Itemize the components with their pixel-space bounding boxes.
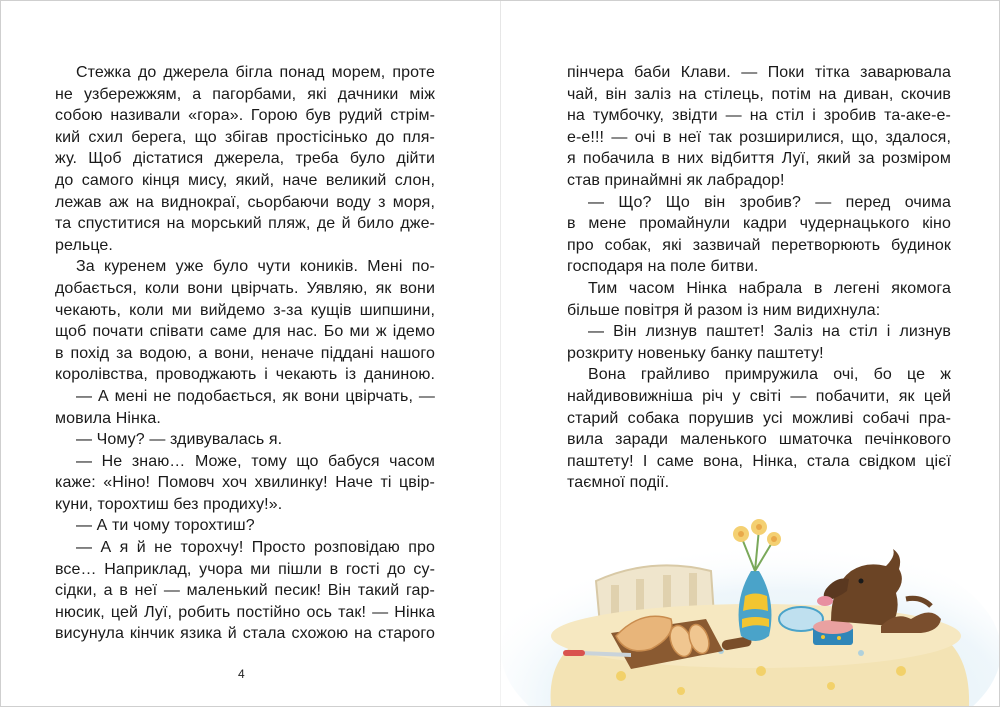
text-line: чай, він заліз на стілець, потім на диван, скочив [567, 85, 951, 103]
text-line: найдивовижніша річ у світі — побачити, як цей [567, 387, 951, 405]
text-line: на тумбочку, звідти — на стіл і зробив та-аке-е- [567, 107, 951, 125]
text-line: — Чому? — здивувалась я. [76, 431, 283, 449]
text-line: мовила Нінка. [55, 409, 161, 427]
text-line: — А ти чому торохтиш? [76, 517, 255, 535]
text-line: більше повітря й разом із ним видихнула: [567, 301, 881, 319]
text-line: та спуститися на морський пляж, де й било дже- [55, 215, 435, 233]
text-line: жу. Щоб дістатися джерела, треба було дійти [55, 150, 435, 168]
text-line: куни, торохтиш без продиху!». [55, 495, 283, 513]
text-line: таємної події. [567, 474, 670, 492]
text-line: добається, коли вони цвірчать. Уявляю, як вони [55, 279, 435, 297]
text-line: в похід за водою, а вони, неначе піддані нашого [55, 344, 435, 362]
text-line: чекають, коли ми вийдемо з-за кущів шипшини, [55, 301, 435, 319]
text-line: — Не знаю… Може, тому що бабуся часом [76, 452, 435, 470]
text-line: господаря на поле битви. [567, 258, 759, 276]
text-line: вила заради маленького шматочка печінкового [567, 431, 951, 449]
text-line: висунула кінчик язика й стала схожою на старого [55, 625, 435, 643]
text-line: Стежка до джерела бігла понад морем, проте [76, 64, 435, 81]
text-line: нюсик, цей Луї, робить постійно ось так! — Нінка [55, 603, 435, 621]
text-line: до самого кінця мису, який, наче великий слон, [55, 171, 435, 189]
table-with-dog-illustration [501, 501, 999, 706]
left-page-text [55, 62, 435, 645]
text-line: За куренем уже було чути коників. Мені по- [76, 258, 435, 276]
text-line: лежав аж на виднокраї, сьорбаючи воду з моря, [55, 193, 435, 211]
text-line: щоб почати співати саме для нас. Бо ми ж ідемо [55, 323, 435, 341]
right-page-text [567, 62, 951, 494]
text-line: я побачила в них відбиття Луї, який за розміром [567, 150, 951, 168]
text-line: каже: «Ніно! Помовч хоч хвилинку! Наче ті цвір- [55, 474, 435, 492]
text-line: — А мені не подобається, як вони цвірчать, — [76, 387, 435, 405]
page-number: 4 [238, 667, 245, 681]
text-line: розкриту новеньку банку паштету! [567, 344, 824, 362]
text-line: не узбережжям, а пагорбами, які дачники між [55, 85, 435, 103]
text-line: про собак, які зазвичай перетворюють будинок [567, 236, 951, 254]
text-line: собою називали «гора». Горою був рудий стрім- [55, 107, 435, 125]
text-line: — А я й не торохчу! Просто розповідаю про [76, 539, 435, 557]
pate-can-icon [813, 620, 853, 645]
text-line: — Він лизнув паштет! Заліз на стіл і лизнув [588, 323, 951, 341]
text-line: паштету! І саме вона, Нінка, стала свідком цієї [567, 452, 951, 470]
text-line: Тим часом Нінка набрала в легені якомога [588, 279, 951, 297]
text-line: Вона грайливо примружила очі, бо це ж [588, 366, 951, 384]
text-line: сідки, а в неї — маленький песик! Він такий гар- [55, 582, 435, 600]
text-line: все… Наприклад, учора ми пішли в гості до су- [55, 560, 435, 578]
text-line: в мене промайнули кадри чудернацького кіно [567, 215, 951, 233]
text-line: старий собака порушив усі можливі собачі пра- [567, 409, 951, 427]
text-line: рельце. [55, 236, 113, 254]
text-line: королівства, проводжають і чекають із даниною. [55, 366, 435, 384]
text-line: — Що? Що він зробив? — перед очима [588, 193, 951, 211]
text-line: кий схил берега, що збігав простісінько до пля- [55, 128, 435, 146]
text-line: пінчера баби Клави. — Поки тітка заварювала [567, 64, 951, 81]
text-line: е-е!!! — очі в неї так розширилися, що, здалося, [567, 128, 951, 146]
text-line: став принаймні як лабрадор! [567, 171, 785, 189]
